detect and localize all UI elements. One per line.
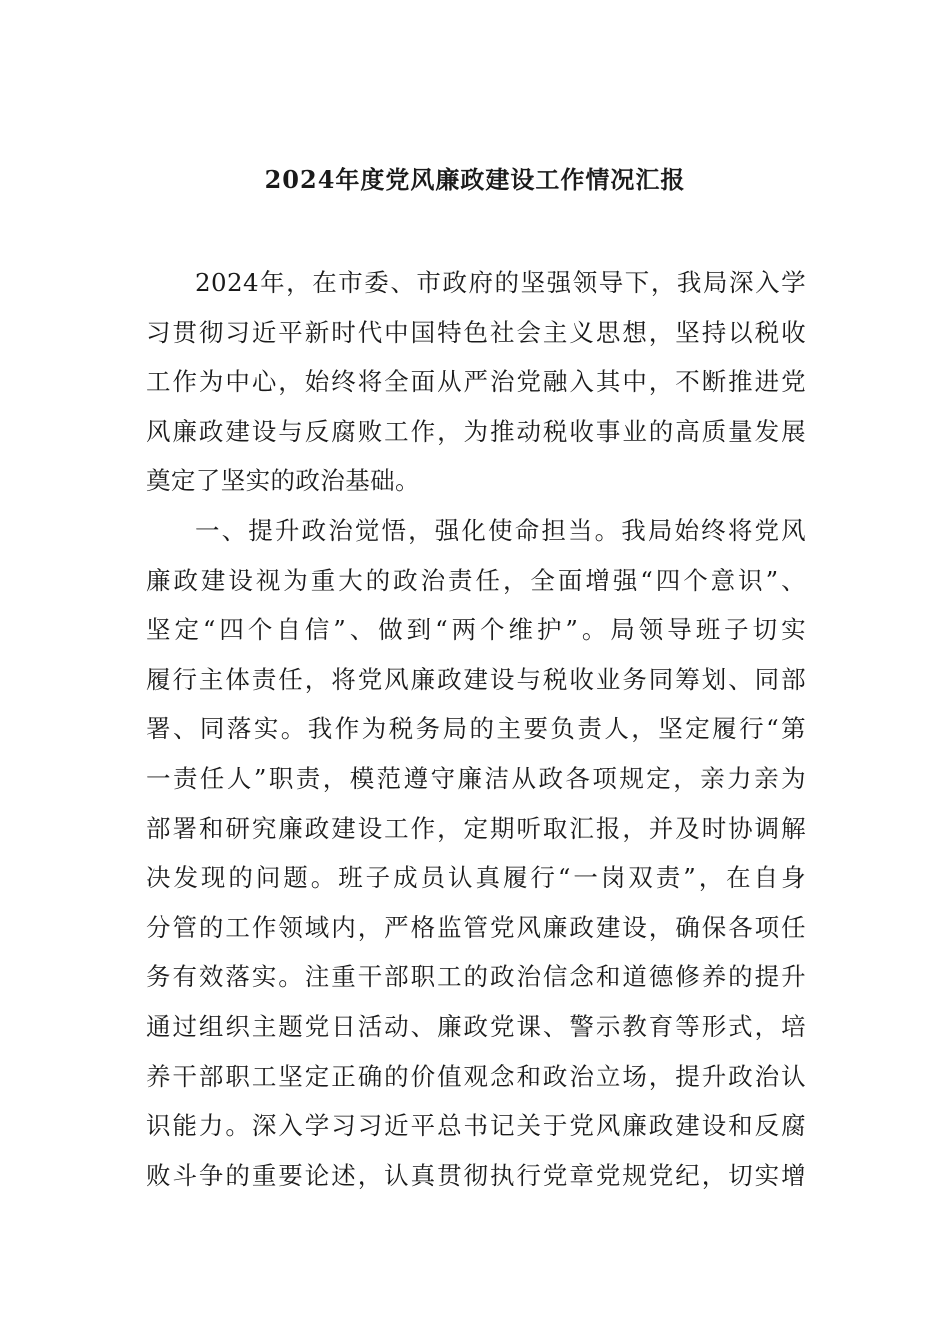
paragraph-2-line-2: 廉政建设视为重大的政治责任，全面增强“四个意识”、 [146, 565, 806, 595]
paragraph-2-line-13: 识能力。深入学习习近平总书记关于党风廉政建设和反腐 [146, 1111, 806, 1141]
document-body [146, 258, 806, 1200]
paragraph-2-line-1: 一、提升政治觉悟，强化使命担当。我局始终将党风 [195, 515, 806, 545]
paragraph-1-line-3: 工作为中心，始终将全面从严治党融入其中，不断推进党 [146, 367, 806, 397]
paragraph-1-line-5: 奠定了坚实的政治基础。 [146, 466, 420, 496]
paragraph-1-line-1: 2024年，在市委、市政府的坚强领导下，我局深入学 [195, 268, 806, 297]
paragraph-2-line-12: 养干部职工坚定正确的价值观念和政治立场，提升政治认 [146, 1061, 806, 1091]
paragraph-2-line-3: 坚定“四个自信”、做到“两个维护”。局领导班子切实 [146, 615, 806, 645]
paragraph-2-line-6: 一责任人”职责，模范遵守廉洁从政各项规定，亲力亲为 [146, 763, 806, 793]
paragraph-2-line-8: 决发现的问题。班子成员认真履行“一岗双责”，在自身 [146, 863, 806, 893]
paragraph-2-line-9: 分管的工作领域内，严格监管党风廉政建设，确保各项任 [146, 912, 806, 942]
document-title: 2024年度党风廉政建设工作情况汇报 [264, 165, 686, 194]
paragraph-2-line-7: 部署和研究廉政建设工作，定期听取汇报，并及时协调解 [146, 813, 806, 843]
paragraph-2-line-5: 署、同落实。我作为税务局的主要负责人，坚定履行“第 [146, 714, 806, 744]
paragraph-1-line-4: 风廉政建设与反腐败工作，为推动税收事业的高质量发展 [146, 416, 806, 446]
paragraph-2-line-11: 通过组织主题党日活动、廉政党课、警示教育等形式，培 [146, 1011, 806, 1041]
paragraph-1-line-2: 习贯彻习近平新时代中国特色社会主义思想，坚持以税收 [146, 317, 806, 347]
paragraph-2-line-14: 败斗争的重要论述，认真贯彻执行党章党规党纪，切实增 [146, 1160, 806, 1190]
paragraph-2-line-4: 履行主体责任，将党风廉政建设与税收业务同筹划、同部 [146, 664, 806, 694]
paragraph-2-line-10: 务有效落实。注重干部职工的政治信念和道德修养的提升 [146, 962, 806, 992]
